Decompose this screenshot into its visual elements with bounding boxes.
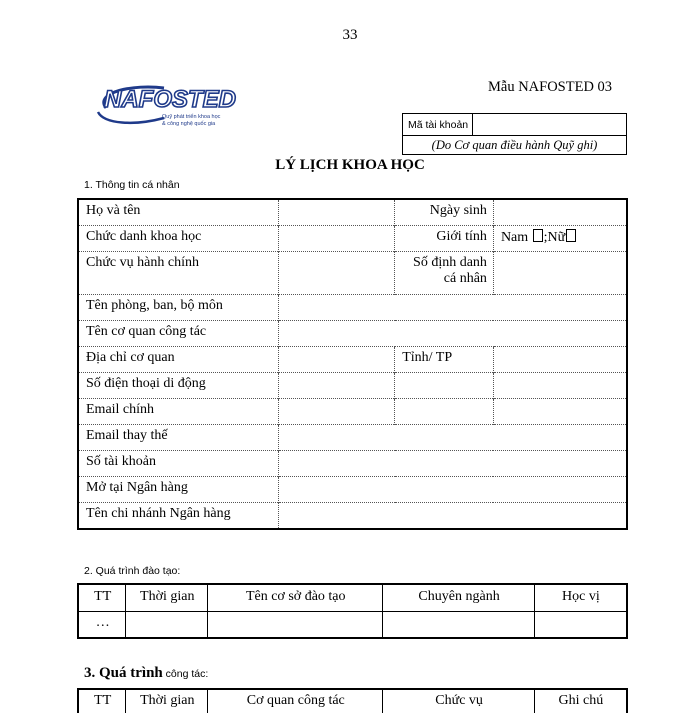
table-row — [78, 503, 627, 530]
field-email-primary-extra[interactable] — [395, 399, 494, 425]
field-mobile[interactable] — [278, 373, 394, 399]
field-mobile-extra[interactable] — [395, 373, 494, 399]
account-code-label: Mã tài khoản — [403, 114, 473, 135]
label-bank: Mở tại Ngân hàng — [78, 477, 278, 503]
section3-heading-bold: 3. Quá trình — [84, 665, 163, 681]
label-personal-id: Số định danh cá nhân — [395, 252, 494, 295]
table-row — [78, 373, 627, 399]
table-row — [78, 321, 627, 347]
field-academic-title[interactable] — [278, 226, 394, 252]
table-row — [78, 612, 627, 639]
field-gender — [493, 226, 627, 252]
cell-degree[interactable] — [534, 612, 627, 639]
label-mobile: Số điện thoại di động — [78, 373, 278, 399]
col-header-time: Thời gian — [126, 689, 208, 713]
section3-heading-rest: công tác: — [162, 668, 209, 680]
col-header-degree: Học vị — [534, 584, 627, 612]
section2-heading: 2. Quá trình đào tạo: — [84, 565, 181, 577]
col-header-note: Ghi chú — [534, 689, 627, 713]
field-department[interactable] — [278, 295, 627, 321]
field-bank-branch[interactable] — [278, 503, 627, 530]
table-row — [78, 226, 627, 252]
label-email-alt: Email thay thế — [78, 425, 278, 451]
gender-male-label: Nam — [500, 230, 529, 245]
col-header-position: Chức vụ — [383, 689, 534, 713]
field-admin-position[interactable] — [278, 252, 394, 295]
field-bank[interactable] — [278, 477, 627, 503]
table-header-row — [78, 689, 627, 713]
label-admin-position: Chức vụ hành chính — [78, 252, 278, 295]
table-row — [78, 347, 627, 373]
table-row — [78, 425, 627, 451]
gender-female-checkbox[interactable] — [566, 229, 576, 242]
table-row — [78, 477, 627, 503]
table-row — [78, 451, 627, 477]
table-row — [78, 295, 627, 321]
label-bank-branch: Tên chi nhánh Ngân hàng — [78, 503, 278, 530]
table-row — [78, 399, 627, 425]
document-title: LÝ LỊCH KHOA HỌC — [275, 157, 425, 173]
gender-separator: ; — [543, 230, 548, 245]
field-dob[interactable] — [493, 199, 627, 226]
label-dob: Ngày sinh — [395, 199, 494, 226]
nafosted-logo — [94, 82, 254, 132]
field-bank-account[interactable] — [278, 451, 627, 477]
cell-time[interactable] — [126, 612, 208, 639]
gender-male-checkbox[interactable] — [533, 229, 543, 242]
col-header-major: Chuyên ngành — [383, 584, 534, 612]
label-gender: Giới tính — [395, 226, 494, 252]
work-history-table — [77, 688, 628, 713]
cell-institution[interactable] — [208, 612, 383, 639]
label-name: Họ và tên — [86, 203, 141, 218]
svg-text:Quỹ phát triển khoa học: Quỹ phát triển khoa học — [162, 114, 221, 120]
label-bank-account: Số tài khoản — [78, 451, 278, 477]
field-mobile-extra2[interactable] — [493, 373, 627, 399]
page-number: 33 — [342, 27, 358, 43]
section3-heading — [84, 665, 208, 682]
cell-tt: … — [95, 615, 110, 630]
training-table — [77, 583, 628, 639]
section1-heading: 1. Thông tin cá nhân — [84, 179, 180, 191]
account-code-box — [402, 113, 627, 155]
col-header-institution: Tên cơ sở đào tạo — [208, 584, 383, 612]
label-department: Tên phòng, ban, bộ môn — [78, 295, 278, 321]
col-header-tt: TT — [78, 584, 126, 612]
personal-info-table — [77, 198, 628, 530]
label-org-address: Địa chỉ cơ quan — [78, 347, 278, 373]
field-email-primary-extra2[interactable] — [493, 399, 627, 425]
field-organization[interactable] — [278, 321, 627, 347]
label-province: Tỉnh/ TP — [395, 347, 494, 373]
table-header-row — [78, 584, 627, 612]
field-email-primary[interactable] — [278, 399, 394, 425]
col-header-time: Thời gian — [126, 584, 208, 612]
account-code-value[interactable] — [473, 114, 626, 135]
field-email-alt[interactable] — [278, 425, 627, 451]
account-code-note: (Do Cơ quan điều hành Quỹ ghi) — [431, 137, 598, 152]
table-row — [78, 252, 627, 295]
field-province[interactable] — [493, 347, 627, 373]
col-header-tt: TT — [94, 693, 112, 708]
field-personal-id[interactable] — [493, 252, 627, 295]
label-organization: Tên cơ quan công tác — [78, 321, 278, 347]
field-name[interactable] — [278, 199, 394, 226]
svg-text:NAFOSTED: NAFOSTED — [104, 86, 236, 113]
label-email-primary: Email chính — [78, 399, 278, 425]
table-row — [78, 199, 627, 226]
form-code: Mẫu NAFOSTED 03 — [488, 79, 613, 95]
gender-female-label: Nữ — [547, 230, 566, 245]
label-academic-title: Chức danh khoa học — [78, 226, 278, 252]
field-org-address[interactable] — [278, 347, 394, 373]
col-header-organization: Cơ quan công tác — [208, 689, 383, 713]
cell-major[interactable] — [383, 612, 534, 639]
svg-text:& công nghệ quốc gia: & công nghệ quốc gia — [162, 121, 216, 127]
